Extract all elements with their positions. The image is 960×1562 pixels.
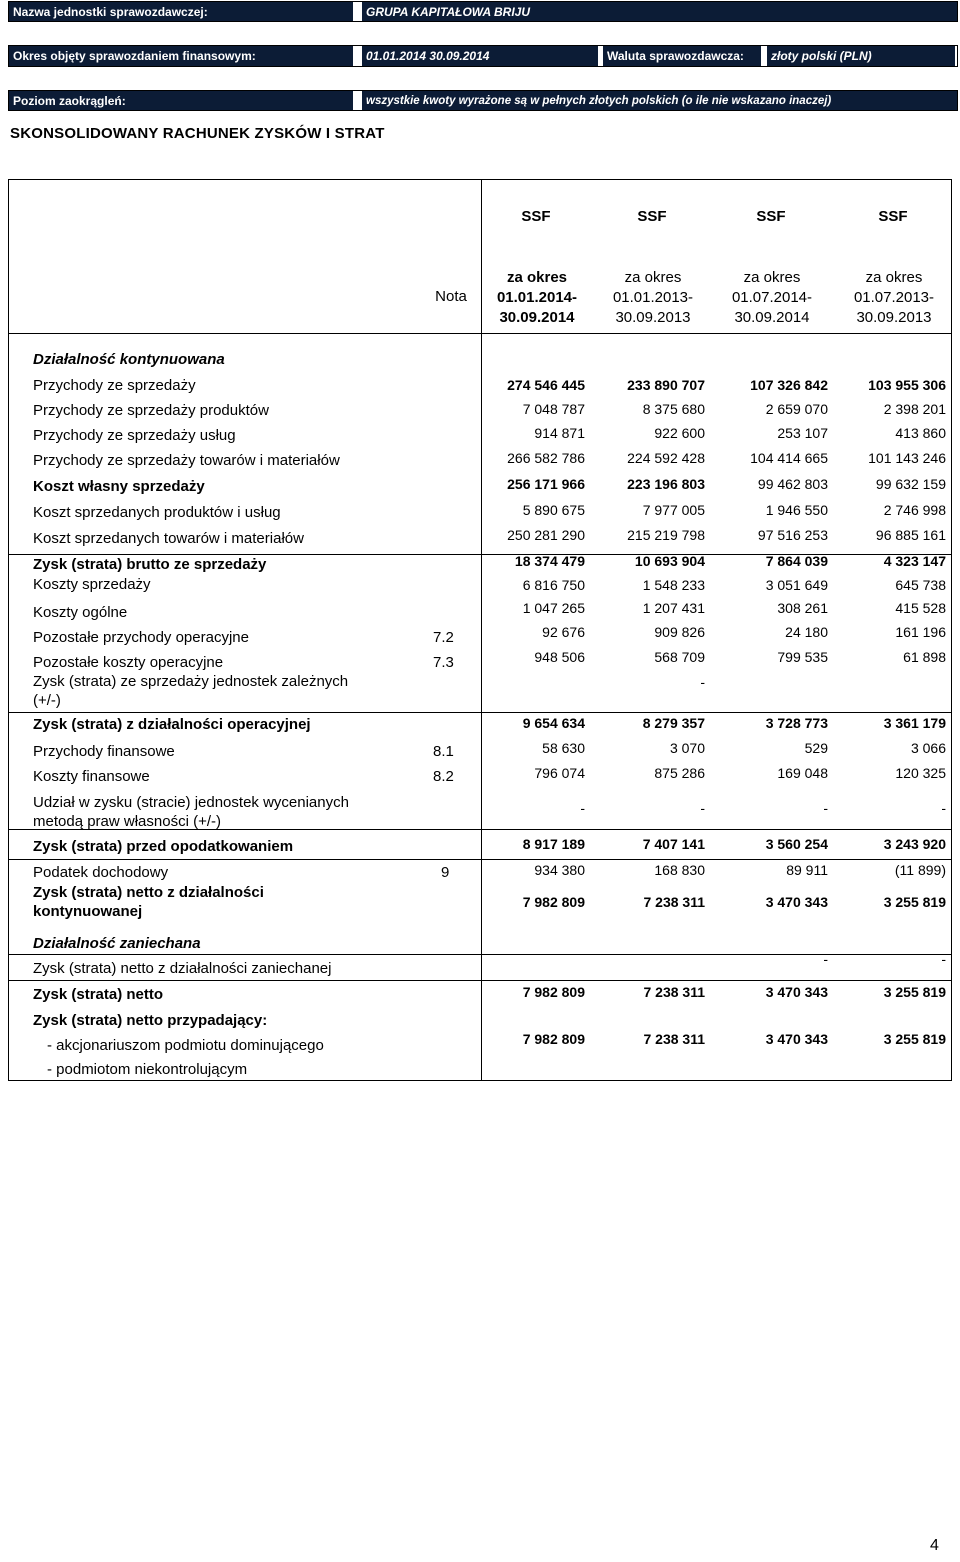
period-header-line: za okres: [865, 269, 923, 286]
period-header-line: 30.09.2013: [615, 309, 691, 326]
row-value: 645 738: [895, 577, 946, 593]
row-label: Zysk (strata) z działalności operacyjnej: [33, 716, 311, 733]
row-value: 8 279 357: [642, 715, 705, 731]
row-value: 4 323 147: [883, 553, 946, 569]
row-value: 796 074: [534, 765, 585, 781]
row-note: 8.1: [433, 743, 454, 760]
period-header-line: 30.09.2013: [856, 309, 932, 326]
row-value: -: [700, 674, 705, 690]
row-value: 3 255 819: [883, 1031, 946, 1047]
row-label: Przychody ze sprzedaży: [33, 377, 196, 394]
row-label: Koszt własny sprzedaży: [33, 478, 205, 495]
period-header-line: 01.01.2014-: [496, 289, 578, 306]
row-label: Zysk (strata) przed opodatkowaniem: [33, 838, 294, 855]
row-value: 168 830: [654, 862, 705, 878]
row-value: 58 630: [542, 740, 585, 756]
row-value: 914 871: [534, 425, 585, 441]
row-value: 250 281 290: [507, 527, 585, 543]
row-value: 413 860: [895, 425, 946, 441]
row-value: 1 548 233: [642, 577, 705, 593]
row-value: 3 470 343: [765, 1031, 828, 1047]
row-label: Zysk (strata) netto z działalności zaniechanej: [33, 960, 332, 977]
row-value: 223 196 803: [627, 476, 705, 492]
row-value: -: [941, 951, 946, 967]
row-value: 103 955 306: [868, 377, 946, 393]
row-value: 7 864 039: [765, 553, 828, 569]
row-value: 266 582 786: [507, 450, 585, 466]
row-value: 3 051 649: [765, 577, 828, 593]
row-value: 7 238 311: [643, 984, 705, 1000]
row-value: 10 693 904: [634, 553, 705, 569]
row-value: 7 407 141: [642, 836, 705, 852]
row-value: 7 238 311: [643, 894, 705, 910]
row-value: 120 325: [895, 765, 946, 781]
row-value: 99 462 803: [757, 476, 828, 492]
row-value: 215 219 798: [627, 527, 705, 543]
row-value: 8 917 189: [522, 836, 585, 852]
ssf-label-2: SSF: [637, 208, 667, 225]
row-label: - podmiotom niekontrolującym: [47, 1061, 248, 1078]
row-value: 3 066: [910, 740, 946, 756]
entity-name-row: [8, 1, 958, 22]
income-statement-table: [8, 179, 952, 1081]
row-value: 3 255 819: [883, 894, 946, 910]
row-value: 7 982 809: [522, 1031, 585, 1047]
row-value: 1 946 550: [765, 502, 828, 518]
rounding-label: Poziom zaokrągleń:: [9, 91, 353, 110]
row-value: 909 826: [654, 624, 705, 640]
row-label: Udział w zysku (stracie) jednostek wycenianych: [33, 794, 349, 811]
row-label-continued: kontynuowanej: [33, 903, 143, 920]
row-value: -: [700, 800, 705, 816]
row-value: 3 560 254: [765, 836, 828, 852]
row-label: - akcjonariuszom podmiotu dominującego: [47, 1037, 324, 1054]
row-value: 2 746 998: [883, 502, 946, 518]
row-label: Pozostałe przychody operacyjne: [33, 629, 249, 646]
row-label: Koszty ogólne: [33, 604, 128, 621]
currency-label: Waluta sprawozdawcza:: [603, 46, 761, 66]
period-header-line: za okres: [743, 269, 801, 286]
row-value: 799 535: [777, 649, 828, 665]
row-value: 3 728 773: [765, 715, 828, 731]
row-value: 2 659 070: [765, 401, 828, 417]
row-value: 934 380: [534, 862, 585, 878]
row-value: 107 326 842: [750, 377, 828, 393]
rounding-row: [8, 90, 958, 111]
row-value: 5 890 675: [522, 502, 585, 518]
row-value: -: [580, 800, 585, 816]
row-value: 3 470 343: [765, 894, 828, 910]
row-value: 256 171 966: [507, 476, 585, 492]
period-header-line: 30.09.2014: [499, 309, 575, 326]
row-value: -: [823, 951, 828, 967]
period-header-3: [716, 268, 828, 328]
row-value: 3 070: [669, 740, 705, 756]
row-value: 568 709: [654, 649, 705, 665]
row-value: 7 982 809: [522, 894, 585, 910]
row-value: 7 982 809: [522, 984, 585, 1000]
row-value: 3 255 819: [883, 984, 946, 1000]
row-label: Koszty finansowe: [33, 768, 150, 785]
row-value: 161 196: [895, 624, 946, 640]
ssf-label-3: SSF: [756, 208, 786, 225]
row-value: 6 816 750: [522, 577, 585, 593]
row-value: 253 107: [777, 425, 828, 441]
row-label: Podatek dochodowy: [33, 864, 169, 881]
row-note: 9: [441, 864, 450, 881]
period-label: Okres objęty sprawozdaniem finansowym:: [9, 46, 353, 66]
row-value: 1 047 265: [522, 600, 585, 616]
row-note: 8.2: [433, 768, 454, 785]
row-label: Zysk (strata) brutto ze sprzedaży: [33, 556, 267, 573]
row-divider: [9, 712, 951, 713]
row-value: 3 361 179: [883, 715, 946, 731]
entity-name-label: Nazwa jednostki sprawozdawczej:: [9, 2, 353, 21]
row-divider: [9, 333, 951, 334]
period-header-line: 01.07.2013-: [853, 289, 935, 306]
rounding-value: wszystkie kwoty wyrażone są w pełnych złotych polskich (o ile nie wskazano inaczej): [362, 91, 957, 110]
row-value: 61 898: [903, 649, 946, 665]
nota-header: Nota: [435, 288, 467, 305]
row-value: 875 286: [654, 765, 705, 781]
row-value: 7 977 005: [642, 502, 705, 518]
row-value: 99 632 159: [875, 476, 946, 492]
row-value: 1 207 431: [642, 600, 705, 616]
row-value: 8 375 680: [642, 401, 705, 417]
row-label: Przychody ze sprzedaży produktów: [33, 402, 269, 419]
row-value: -: [823, 800, 828, 816]
row-value: 415 528: [895, 600, 946, 616]
entity-name-value: GRUPA KAPITAŁOWA BRIJU: [362, 2, 957, 21]
period-row: [8, 45, 958, 67]
row-value: 529: [804, 740, 828, 756]
period-value: 01.01.2014 30.09.2014: [362, 46, 598, 66]
row-value: 274 546 445: [507, 377, 585, 393]
period-header-4: [838, 268, 950, 328]
row-value: 3 470 343: [765, 984, 828, 1000]
period-header-line: za okres: [506, 269, 568, 286]
period-header-2: [597, 268, 709, 328]
row-value: 308 261: [777, 600, 828, 616]
row-value: (11 899): [894, 862, 946, 878]
row-label: Przychody finansowe: [33, 743, 175, 760]
row-value: 169 048: [777, 765, 828, 781]
currency-value: złoty polski (PLN): [767, 46, 955, 66]
ssf-label-1: SSF: [521, 208, 551, 225]
section-discontinued-operations: Działalność zaniechana: [33, 935, 201, 952]
row-note: 7.2: [433, 629, 454, 646]
row-label-continued: (+/-): [33, 692, 61, 709]
row-value: 18 374 479: [514, 553, 585, 569]
section-continuing-operations: Działalność kontynuowana: [33, 351, 225, 368]
row-label: Koszt sprzedanych produktów i usług: [33, 504, 281, 521]
page-number: 4: [930, 1537, 939, 1554]
period-header-1: [481, 268, 593, 328]
report-title: SKONSOLIDOWANY RACHUNEK ZYSKÓW I STRAT: [10, 125, 385, 142]
row-divider: [9, 980, 951, 981]
row-label: Zysk (strata) netto przypadający:: [33, 1012, 268, 1029]
row-value: 97 516 253: [757, 527, 828, 543]
ssf-label-4: SSF: [878, 208, 908, 225]
row-value: 7 048 787: [522, 401, 585, 417]
row-value: 948 506: [534, 649, 585, 665]
row-value: 3 243 920: [883, 836, 946, 852]
row-value: 2 398 201: [883, 401, 946, 417]
row-label: Koszt sprzedanych towarów i materiałów: [33, 530, 304, 547]
row-label: Przychody ze sprzedaży towarów i materiałów: [33, 452, 340, 469]
period-header-line: za okres: [624, 269, 682, 286]
row-label: Koszty sprzedaży: [33, 576, 151, 593]
row-value: 92 676: [542, 624, 585, 640]
row-label: Przychody ze sprzedaży usług: [33, 427, 236, 444]
row-note: 7.3: [433, 654, 454, 671]
period-header-line: 01.07.2014-: [731, 289, 813, 306]
row-value: 101 143 246: [868, 450, 946, 466]
row-label-continued: metodą praw własności (+/-): [33, 813, 221, 830]
row-value: 7 238 311: [643, 1031, 705, 1047]
row-divider: [9, 859, 951, 860]
row-value: -: [941, 800, 946, 816]
row-value: 233 890 707: [627, 377, 705, 393]
row-value: 104 414 665: [750, 450, 828, 466]
period-header-line: 30.09.2014: [734, 309, 810, 326]
row-value: 96 885 161: [875, 527, 946, 543]
row-label: Zysk (strata) netto z działalności: [33, 884, 264, 901]
row-value: 9 654 634: [522, 715, 585, 731]
row-label: Zysk (strata) ze sprzedaży jednostek zależnych: [33, 673, 349, 690]
period-header-line: 01.01.2013-: [612, 289, 694, 306]
row-label: Pozostałe koszty operacyjne: [33, 654, 224, 671]
row-value: 922 600: [654, 425, 705, 441]
row-value: 224 592 428: [627, 450, 705, 466]
row-value: 24 180: [785, 624, 828, 640]
row-label: Zysk (strata) netto: [33, 986, 164, 1003]
row-value: 89 911: [786, 862, 828, 878]
